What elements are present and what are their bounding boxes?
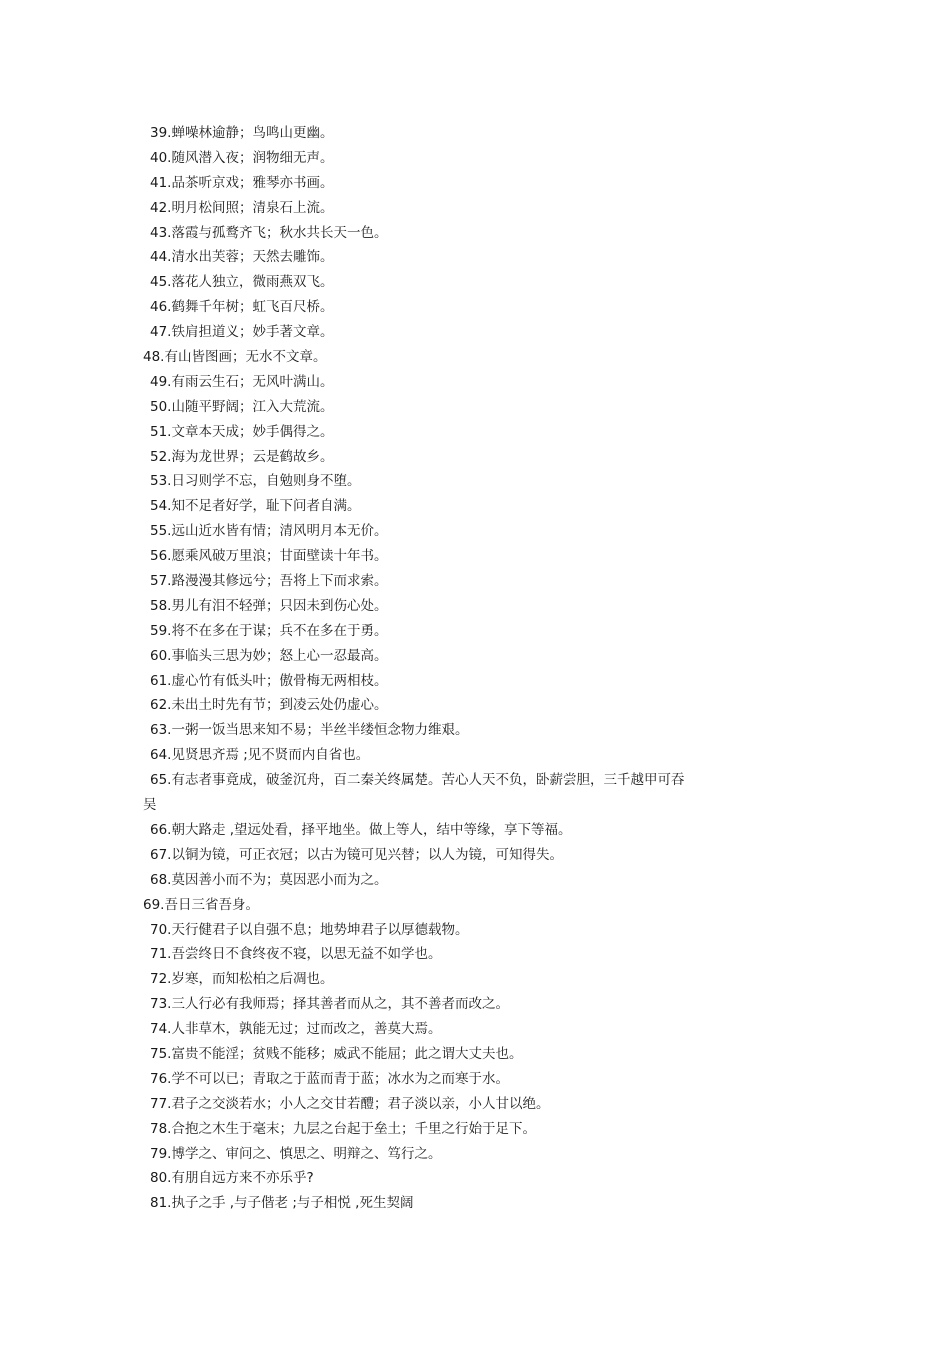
quote-line-76: 76.学不可以已；青取之于蓝而青于蓝；冰水为之而寒于水。 [150, 1070, 509, 1087]
quote-line-42: 42.明月松间照；清泉石上流。 [150, 199, 334, 216]
quote-line-39: 39.蝉噪林逾静；鸟鸣山更幽。 [150, 125, 334, 141]
quote-line-70: 70.天行健君子以自强不息；地势坤君子以厚德载物。 [150, 921, 469, 938]
quote-line-40: 40.随风潜入夜；润物细无声。 [150, 149, 334, 166]
quote-line-66: 66.朝大路走 ,望远处看，择平地坐。做上等人，结中等缘，享下等福。 [150, 821, 572, 838]
quote-line-50: 50.山随平野阔；江入大荒流。 [150, 398, 334, 415]
quote-line-57: 57.路漫漫其修远兮；吾将上下而求索。 [150, 573, 388, 590]
quote-line-47: 47.铁肩担道义；妙手著文章。 [150, 324, 334, 341]
quote-line-52: 52.海为龙世界；云是鹤故乡。 [150, 448, 334, 465]
quote-line-41: 41.品茶听京戏；雅琴亦书画。 [150, 174, 334, 191]
quote-line-64: 64.见贤思齐焉 ;见不贤而内自省也。 [150, 747, 370, 764]
quote-line-80: 80.有朋自远方来不亦乐乎? [150, 1170, 314, 1187]
quote-line-69: 69.吾日三省吾身。 [143, 896, 259, 913]
quote-line-71: 71.吾尝终日不食终夜不寝，以思无益不如学也。 [150, 946, 442, 963]
quote-line-53: 53.日习则学不忘，自勉则身不堕。 [150, 473, 361, 490]
quote-line-61: 61.虚心竹有低头叶；傲骨梅无两相枝。 [150, 672, 388, 689]
quote-line-48: 48.有山皆图画；无水不文章。 [143, 349, 327, 366]
quote-line-68: 68.莫因善小而不为；莫因恶小而为之。 [150, 871, 388, 888]
quote-line-54: 54.知不足者好学，耻下问者自满。 [150, 498, 361, 515]
quote-line-56: 56.愿乘风破万里浪；甘面壁读十年书。 [150, 548, 388, 565]
quote-line-72: 72.岁寒，而知松柏之后凋也。 [150, 971, 334, 988]
quote-line-77: 77.君子之交淡若水；小人之交甘若醴；君子淡以亲，小人甘以绝。 [150, 1095, 550, 1112]
quote-line-45: 45.落花人独立，微雨燕双飞。 [150, 274, 334, 291]
quote-line-51: 51.文章本天成；妙手偶得之。 [150, 423, 334, 440]
quote-line-44: 44.清水出芙蓉；天然去雕饰。 [150, 249, 334, 266]
quote-line-60: 60.事临头三思为妙；怒上心一忍最高。 [150, 647, 388, 664]
quote-line-65-continuation: 吴 [143, 797, 157, 814]
quote-line-75: 75.富贵不能淫；贫贱不能移；威武不能屈；此之谓大丈夫也。 [150, 1045, 523, 1062]
document-body [0, 121, 950, 1216]
quote-line-46: 46.鹤舞千年树；虹飞百尺桥。 [150, 299, 334, 316]
quote-line-65: 65.有志者事竟成，破釜沉舟，百二秦关终属楚。苦心人天不负，卧薪尝胆，三千越甲可吞 [150, 772, 685, 789]
quote-line-58: 58.男儿有泪不轻弹；只因未到伤心处。 [150, 597, 388, 614]
quote-line-49: 49.有雨云生石；无风叶满山。 [150, 373, 334, 390]
quote-line-74: 74.人非草木，孰能无过；过而改之，善莫大焉。 [150, 1021, 442, 1038]
quote-line-43: 43.落霞与孤鹜齐飞；秋水共长天一色。 [150, 224, 388, 241]
quote-line-81: 81.执子之手 ,与子偕老 ;与子相悦 ,死生契阔 [150, 1195, 414, 1212]
quote-line-67: 67.以铜为镜，可正衣冠；以古为镜可见兴替；以人为镜，可知得失。 [150, 846, 563, 863]
quote-line-59: 59.将不在多在于谋；兵不在多在于勇。 [150, 622, 388, 639]
quote-line-62: 62.未出土时先有节；到凌云处仍虚心。 [150, 697, 388, 714]
quote-line-78: 78.合抱之木生于毫末；九层之台起于垒土；千里之行始于足下。 [150, 1120, 536, 1137]
quote-line-63: 63.一粥一饭当思来知不易；半丝半缕恒念物力维艰。 [150, 722, 469, 739]
quote-line-79: 79.博学之、审问之、慎思之、明辩之、笃行之。 [150, 1145, 442, 1162]
quote-line-73: 73.三人行必有我师焉；择其善者而从之，其不善者而改之。 [150, 996, 509, 1013]
quote-line-55: 55.远山近水皆有情；清风明月本无价。 [150, 523, 388, 540]
